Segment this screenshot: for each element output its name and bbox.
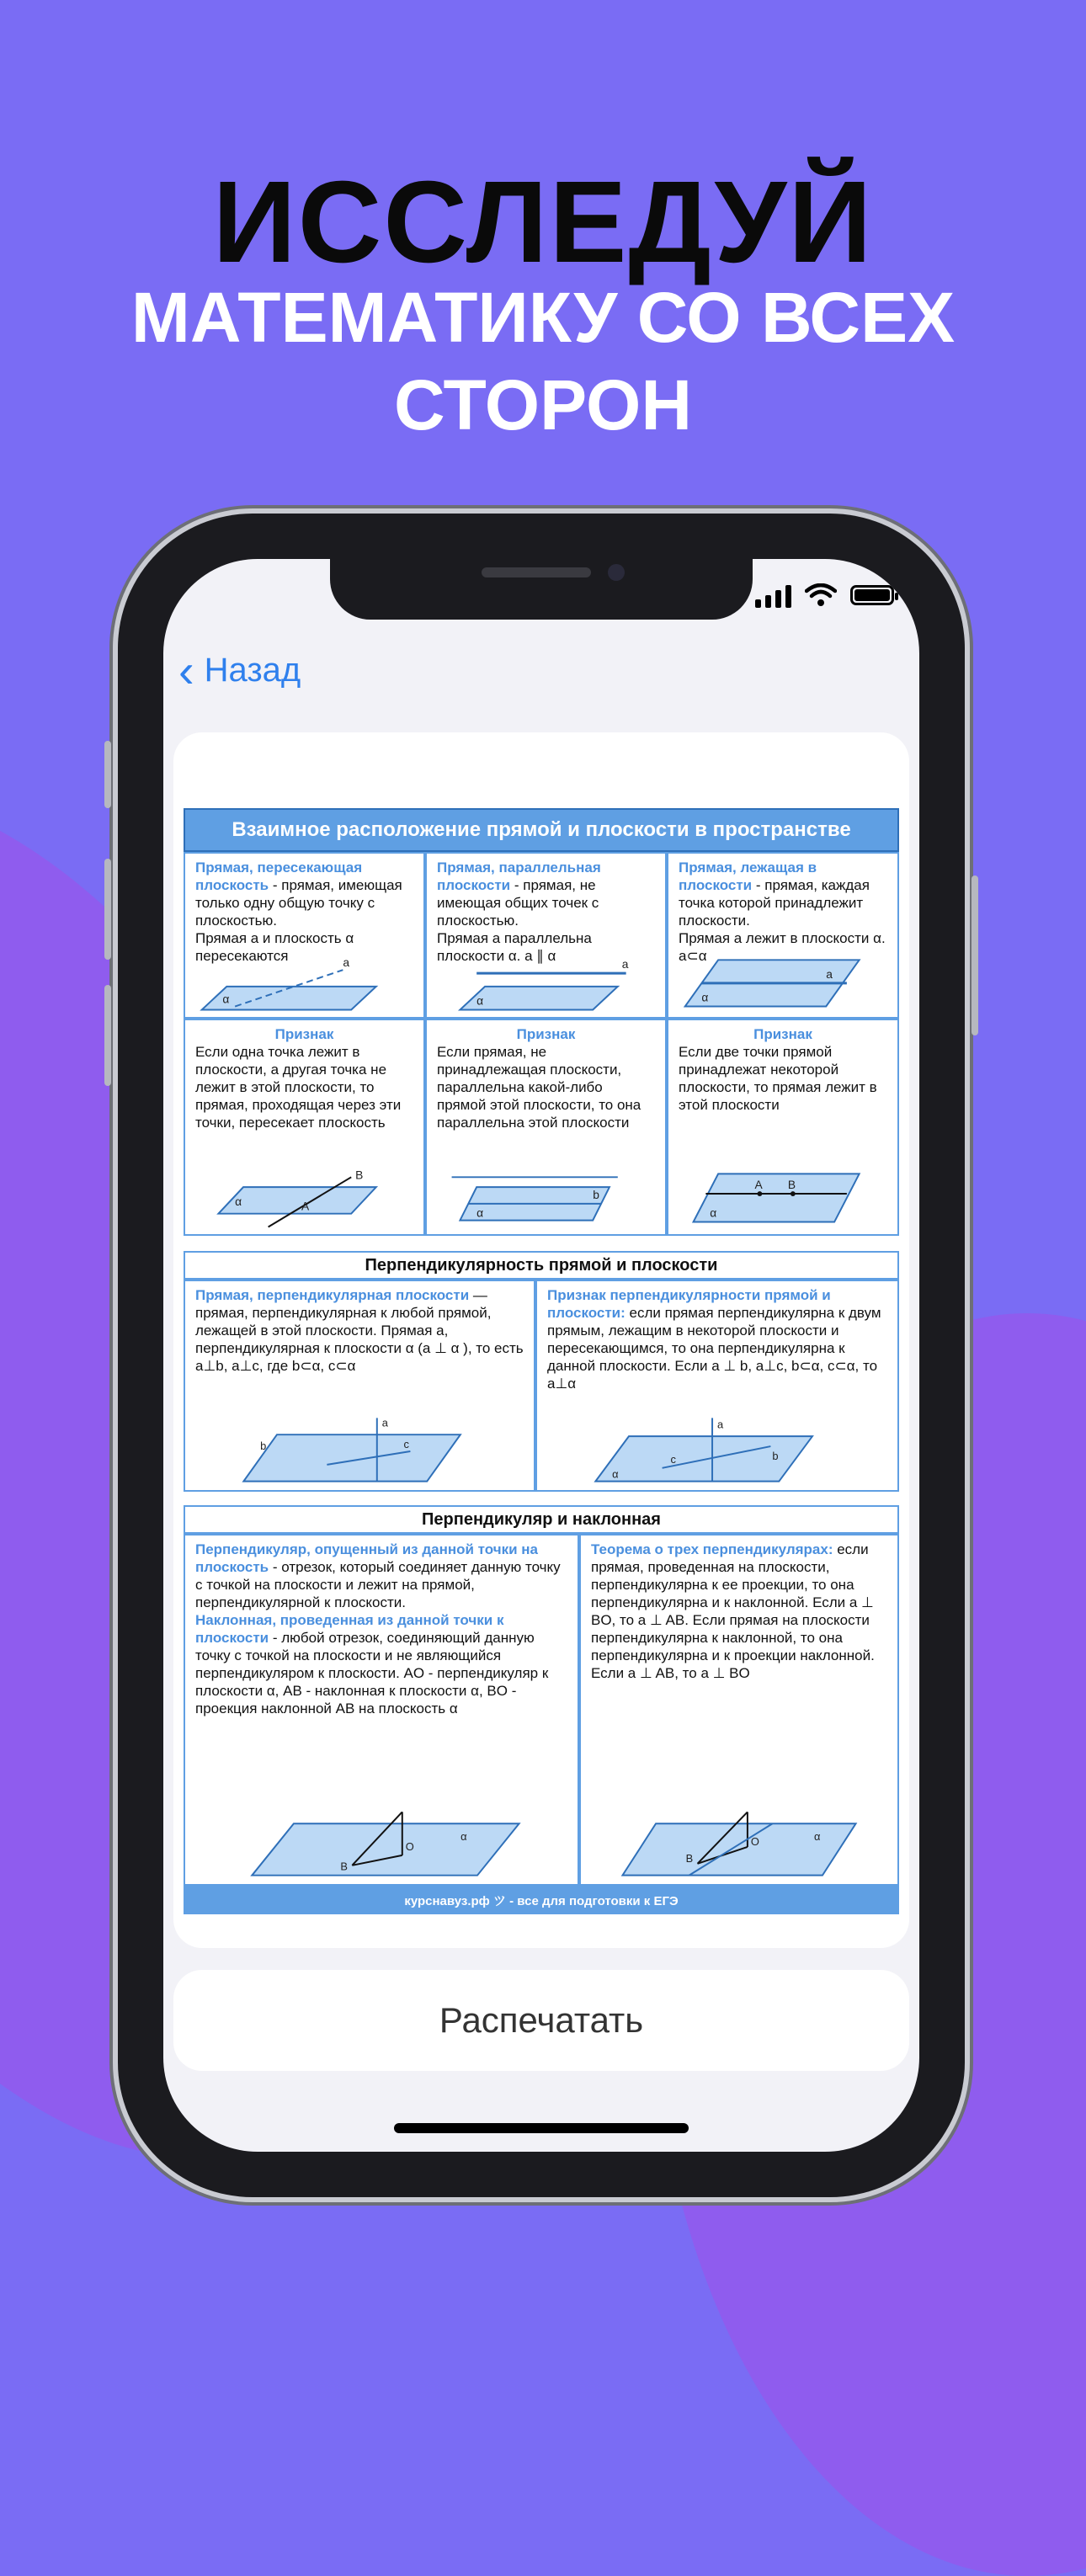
perpendicular-definition <box>184 1280 535 1492</box>
svg-text:α: α <box>814 1830 821 1844</box>
phone-side-button <box>972 876 978 1035</box>
print-button[interactable]: Распечатать <box>173 1970 909 2071</box>
row2-cell <box>667 1019 899 1236</box>
svg-text:a: a <box>381 1418 388 1429</box>
svg-text:α: α <box>710 1206 717 1220</box>
svg-text:A: A <box>301 1200 310 1213</box>
perpendicular-criterion <box>535 1280 899 1492</box>
inclined-definition <box>184 1534 579 1886</box>
criterion-heading: Признак <box>516 1026 576 1042</box>
headline-subtitle-line: МАТЕМАТИКУ СО ВСЕХ <box>130 278 956 357</box>
figure-inclined-line <box>185 1812 578 1879</box>
sheet-footer: курснавуз.рф ツ - все для подготовки к ЕГЭ <box>184 1886 899 1914</box>
note: Прямая a параллельна плоскости α. a ∥ α <box>437 930 592 964</box>
svg-text:a: a <box>826 968 833 981</box>
phone-side-button <box>104 985 111 1086</box>
chevron-left-icon: ‹ <box>178 643 194 697</box>
speaker <box>482 567 591 577</box>
phone-screen <box>163 559 919 2152</box>
back-label: Назад <box>204 652 301 689</box>
battery-icon <box>850 585 894 605</box>
svg-text:O: O <box>405 1839 414 1853</box>
figure-intersecting-line <box>185 945 423 1012</box>
svg-text:α: α <box>612 1467 619 1481</box>
svg-text:O: O <box>750 1835 759 1848</box>
camera <box>608 564 625 581</box>
criterion-heading: Признак <box>753 1026 812 1042</box>
svg-text:a: a <box>621 958 629 971</box>
definition: - прямая, каждая точка которой принадлежит плоскости. <box>679 877 870 929</box>
figure-intersect-criterion <box>185 1162 423 1229</box>
phone-side-button <box>104 859 111 960</box>
row1-cell <box>184 852 425 1019</box>
term: Прямая, перпендикулярная плоскости <box>195 1287 470 1303</box>
term: Прямая, пересекающая плоскость <box>195 860 363 893</box>
definition: - любой отрезок, соединяющий данную точку с точкой на плоскости и не являющийся перпендикуляром к плоскости. AO - перпендикуляр к плоскости α, AB - наклонная к плоскости α, BO - проекция наклонной AB на плоскость α <box>195 1630 549 1716</box>
figure-line-in-plane <box>668 945 897 1012</box>
svg-text:B: B <box>340 1860 349 1873</box>
criterion-heading: Признак <box>274 1026 334 1042</box>
wifi-icon <box>805 583 837 607</box>
headline-title: ИССЛЕДУЙ <box>212 157 874 287</box>
status-bar <box>755 583 894 608</box>
svg-text:B: B <box>355 1168 364 1182</box>
term: Прямая, параллельная плоскости <box>437 860 601 893</box>
headline-subtitle <box>0 274 1086 449</box>
svg-text:a: a <box>343 956 350 970</box>
term: Перпендикуляр, опущенный из данной точки на плоскость <box>195 1541 539 1575</box>
figure-perpendicular-criterion <box>537 1418 897 1485</box>
definition: - отрезок, который соединяет данную точку с точкой на плоскости и лежит на прямой, перпендикулярной к плоскости. <box>195 1559 561 1610</box>
figure-in-plane-criterion <box>668 1162 897 1229</box>
note: Прямая a лежит в плоскости α. a⊂α <box>679 930 886 964</box>
row2-cell <box>425 1019 667 1236</box>
headline-subtitle-line: СТОРОН <box>393 365 693 444</box>
svg-text:b: b <box>260 1440 267 1453</box>
svg-text:c: c <box>670 1452 676 1466</box>
svg-text:α: α <box>222 993 230 1006</box>
criterion-text: Если две точки прямой принадлежат некоторой плоскости, то прямая лежит в этой плоскости <box>679 1044 877 1113</box>
svg-text:α: α <box>460 1830 467 1844</box>
criterion-text: Если одна точка лежит в плоскости, а другая точка не лежит в этой плоскости, то прямая, проходящая через эти точки, пересекает плоскость <box>195 1044 402 1131</box>
reference-sheet <box>173 808 909 1908</box>
figure-three-perpendiculars <box>581 1812 897 1879</box>
criterion-text: Если прямая, не принадлежащая плоскости, параллельна какой-либо прямой этой плоскости, то она параллельна этой плоскости <box>437 1044 641 1131</box>
term: Наклонная, проведенная из данной точки к плоскости <box>195 1612 504 1646</box>
figure-parallel-line <box>427 945 665 1012</box>
sheet-title: Взаимное расположение прямой и плоскости в пространстве <box>184 808 899 852</box>
row2-cell <box>184 1019 425 1236</box>
term: Прямая, лежащая в плоскости <box>679 860 817 893</box>
home-indicator[interactable] <box>394 2123 689 2133</box>
note: Прямая a и плоскость α пересекаются <box>195 930 354 964</box>
term: Теорема о трех перпендикулярах: <box>591 1541 833 1557</box>
svg-text:c: c <box>403 1438 409 1451</box>
svg-text:α: α <box>476 994 484 1008</box>
svg-text:a: a <box>717 1418 724 1431</box>
svg-text:A: A <box>754 1179 763 1192</box>
svg-text:B: B <box>685 1851 694 1865</box>
back-button[interactable] <box>178 643 301 697</box>
svg-text:B: B <box>787 1179 796 1192</box>
section-title: Перпендикулярность прямой и плоскости <box>184 1251 899 1280</box>
svg-text:α: α <box>235 1195 242 1208</box>
row1-cell <box>425 852 667 1019</box>
definition: - прямая, не имеющая общих точек с плоскостью. <box>437 877 599 929</box>
phone-side-button <box>104 741 111 808</box>
figure-parallel-criterion <box>427 1162 665 1229</box>
notch <box>330 559 753 620</box>
definition: - прямая, имеющая только одну общую точку с плоскостью. <box>195 877 402 929</box>
svg-text:b: b <box>772 1449 779 1462</box>
row1-cell <box>667 852 899 1019</box>
svg-text:b: b <box>593 1188 599 1201</box>
figure-perpendicular-line <box>185 1418 534 1485</box>
definition: — прямая, перпендикулярная к любой прямой, лежащей в этой плоскости. Прямая a, перпендикулярная к плоскости α (a ⊥ α ), то есть a⊥b, a⊥c, где b⊂α, c⊂α <box>195 1287 524 1374</box>
document-card <box>173 732 909 1948</box>
svg-text:α: α <box>701 991 709 1004</box>
three-perpendiculars-theorem <box>579 1534 899 1886</box>
section-title: Перпендикуляр и наклонная <box>184 1505 899 1534</box>
definition: если прямая перпендикулярна к двум прямым, лежащим в некоторой плоскости и пересекающимся, то она перпендикулярна к данной плоскости. Если a ⊥ b, a⊥c, b⊂α, c⊂α, то a⊥α <box>547 1305 881 1392</box>
term: Признак перпендикулярности прямой и плоскости: <box>547 1287 831 1321</box>
phone-frame <box>118 514 965 2197</box>
svg-text:α: α <box>476 1206 484 1220</box>
definition: если прямая, проведенная на плоскости, перпендикулярна к ее проекции, то она перпендикулярна и к наклонной. Если a ⊥ BO, то a ⊥ AB. Если прямая на плоскости перпендикулярна к наклонной, то она перпендикулярна и к проекции наклонной. Если a ⊥ AB, то a ⊥ BO <box>591 1541 875 1681</box>
signal-icon <box>755 583 791 608</box>
